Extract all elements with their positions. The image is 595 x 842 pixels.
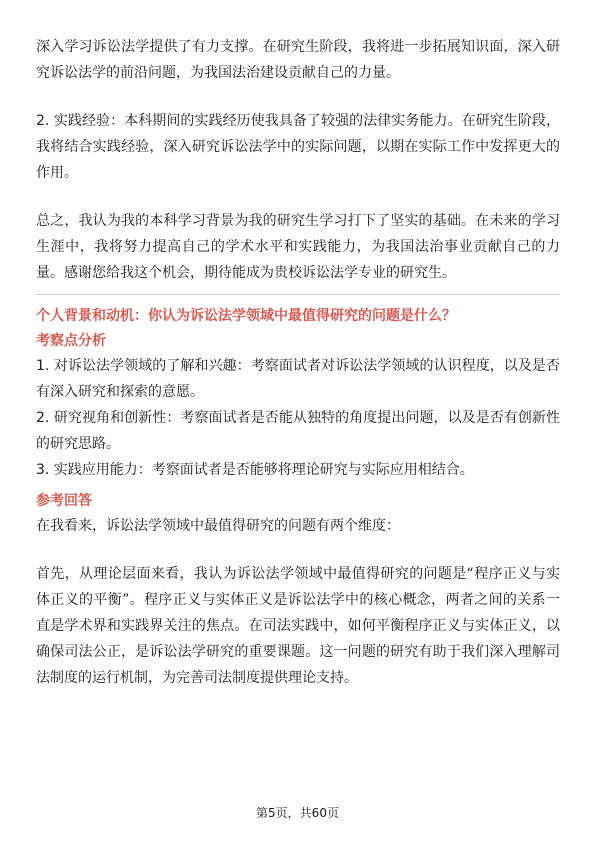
section-divider	[36, 294, 560, 295]
answer-paragraph-1: 首先，从理论层面来看，我认为诉讼法学领域中最值得研究的问题是“程序正义与实体正义的平衡”。程序正义与实体正义是诉讼法学中的核心概念，两者之间的关系一直是学术界和实践界关注的焦点。在司法实践中，如何平衡程序正义与实体正义，以确保司法公正，是诉讼法学研究的重要课题。这一问题的研究有助于我们深入理解司法制度的运行机制，为完善司法制度提供理论支持。	[36, 566, 560, 686]
answer-heading: 参考回答	[36, 493, 92, 509]
intro-paragraph-1: 深入学习诉讼法学提供了有力支撑。在研究生阶段，我将进一步拓展知识面，深入研究诉讼法学的前沿问题，为我国法治建设贡献自己的力量。	[36, 39, 560, 81]
intro-paragraph-2: 2. 实践经验：本科期间的实践经历使我具备了较强的法律实务能力。在研究生阶段，我将结合实践经验，深入研究诉讼法学中的实际问题，以期在实际工作中发挥更大的作用。	[36, 113, 560, 181]
analysis-item-1: 1. 对诉讼法学领域的了解和兴趣：考察面试者对诉讼法学领域的认识程度，以及是否有深入研究和探索的意愿。	[36, 358, 560, 400]
analysis-item-2: 2. 研究视角和创新性：考察面试者是否能从独特的角度提出问题，以及是否有创新性的研究思路。	[36, 410, 560, 452]
intro-paragraph-3: 总之，我认为我的本科学习背景为我的研究生学习打下了坚实的基础。在未来的学习生涯中，我将努力提高自己的学术水平和实践能力，为我国法治事业贡献自己的力量。感谢您给我这个机会，期待能成为贵校诉讼法学专业的研究生。	[36, 213, 560, 281]
analysis-item-3: 3. 实践应用能力：考察面试者是否能够将理论研究与实际应用相结合。	[36, 462, 474, 478]
analysis-heading: 考察点分析	[36, 333, 106, 349]
document-page	[36, 34, 560, 691]
page-number: 第5页，共60页	[256, 806, 339, 820]
question-title: 个人背景和动机：你认为诉讼法学领域中最值得研究的问题是什么？	[36, 308, 456, 324]
answer-intro: 在我看来，诉讼法学领域中最值得研究的问题有两个维度：	[36, 518, 400, 534]
